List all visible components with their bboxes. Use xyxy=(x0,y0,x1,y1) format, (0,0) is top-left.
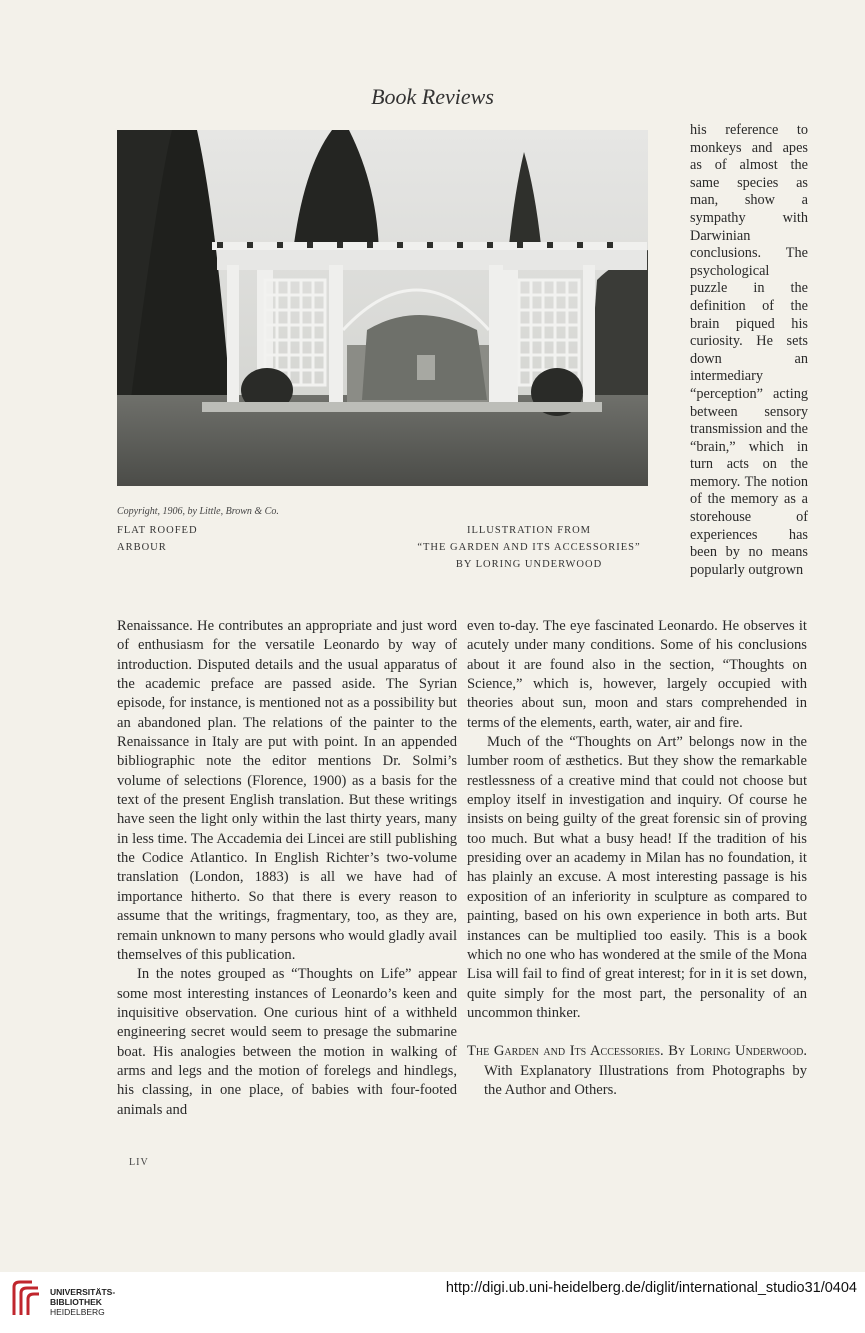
paragraph: Renaissance. He contributes an appropriate and just word of enthusiasm for the versatile Leonardo by way of introduction. Disputed details and the usual apparatus of the academic preface are passed aside. The Syrian episode, for instance, is mentioned not as a possibility but an abandoned plan. The relations of the painter to the Renaissance in Italy are put with point. In an appended bibliographic note the editor mentions Dr. Solmi’s volume of selections (Florence, 1900) as a basis for the text of the present English translation. But these writings have seen the light only within the last thirty years, many in less time. The Accademia dei Lincei are still publishing the Codice Atlantico. In English Richter’s two-volume translation (London, 1883) is all we have had of importance hitherto. So that there is every reason to assume that the writings, fragmentary, too, as they are, remain unknown to many persons who would gladly avail themselves of this publication. xyxy=(117,618,457,963)
source-url-link[interactable]: http://digi.ub.uni-heidelberg.de/diglit/international_studio31/0404 xyxy=(445,1280,857,1296)
side-column-text xyxy=(690,122,808,579)
review-title: The Garden and Its Accessories. xyxy=(467,1043,664,1060)
garden-arbour-photo-icon xyxy=(117,130,648,486)
review-author: By Loring Underwood. xyxy=(668,1043,807,1060)
caption-source-line2: “THE GARDEN AND ITS ACCESSORIES” xyxy=(417,542,641,553)
left-column xyxy=(117,617,457,1120)
caption-source xyxy=(384,522,674,573)
caption-title-line1: FLAT ROOFED xyxy=(117,525,198,536)
library-name-line2: BIBLIOTHEK xyxy=(50,1297,102,1307)
photo-copyright: Copyright, 1906, by Little, Brown & Co. xyxy=(117,506,279,517)
university-library-logo-icon[interactable] xyxy=(10,1279,42,1319)
review-heading xyxy=(467,1042,807,1100)
paragraph: In the notes grouped as “Thoughts on Life” appear some most interesting instances of Leonardo’s keen and inquisitive observation. One curious hint of a withheld engineering secret would seem to presage the submarine boat. His analogies between the motion in walking of arms and legs and the motion of forelegs and hindlegs, his classing, in one place, of babies with four-footed animals and xyxy=(117,966,457,1118)
paragraph: Much of the “Thoughts on Art” belongs now in the lumber room of æsthetics. But they show the remarkable restlessness of a creative mind that could not choose but employ itself in investigation and inquiry. Of course he insists on being guilty of the great forensic sin of proving too much. But what a busy head! If the tradition of his presiding over an academy in Milan has no foundation, it has plainly an excuse. A most interesting passage is his exposition of an inferiority in sculpture as compared to painting, based on his own experience in both arts. But instances can be multiplied too easily. This is a book which no one who has wondered at the smile of the Mona Lisa will fail to find of great interest; for in it is set down, quite simply for the most part, the personality of an uncommon thinker. xyxy=(467,734,807,1021)
caption-source-line3: BY LORING UNDERWOOD xyxy=(455,559,603,570)
library-name-line1: UNIVERSITÄTS- xyxy=(50,1287,116,1297)
caption-title xyxy=(117,522,237,556)
right-column xyxy=(467,617,807,1100)
caption-title-line2: ARBOUR xyxy=(117,542,167,553)
page-number: LIV xyxy=(129,1157,149,1168)
review-description: With Explanatory Illustrations from Photographs by the Author and Others. xyxy=(484,1062,807,1098)
paragraph: even to-day. The eye fascinated Leonardo. He observes it acutely under many conditions. Some of his conclusions about it are found also in the section, “Thoughts on Science,” which is, however, largely occupied with theories about sun, moon and stars comprehended in terms of the elements, earth, water, air and fire. xyxy=(467,618,807,731)
page-title: Book Reviews xyxy=(371,84,494,109)
library-name-line3: HEIDELBERG xyxy=(50,1307,105,1317)
library-name[interactable] xyxy=(50,1287,115,1317)
garden-arbour-photo xyxy=(117,130,648,486)
side-paragraph: his reference to monkeys and apes as of almost the same species as man, show a sympathy with Darwinian conclusions. The psychological puzzle in the definition of the brain piqued his curiosity. He sets down an intermediary “perception” acting between sensory transmission and the “brain,” which in turn acts on the memory. The notion of the memory as a storehouse of experiences has been by no means popularly outgrown xyxy=(690,122,808,578)
caption-source-line1: ILLUSTRATION FROM xyxy=(466,525,592,536)
